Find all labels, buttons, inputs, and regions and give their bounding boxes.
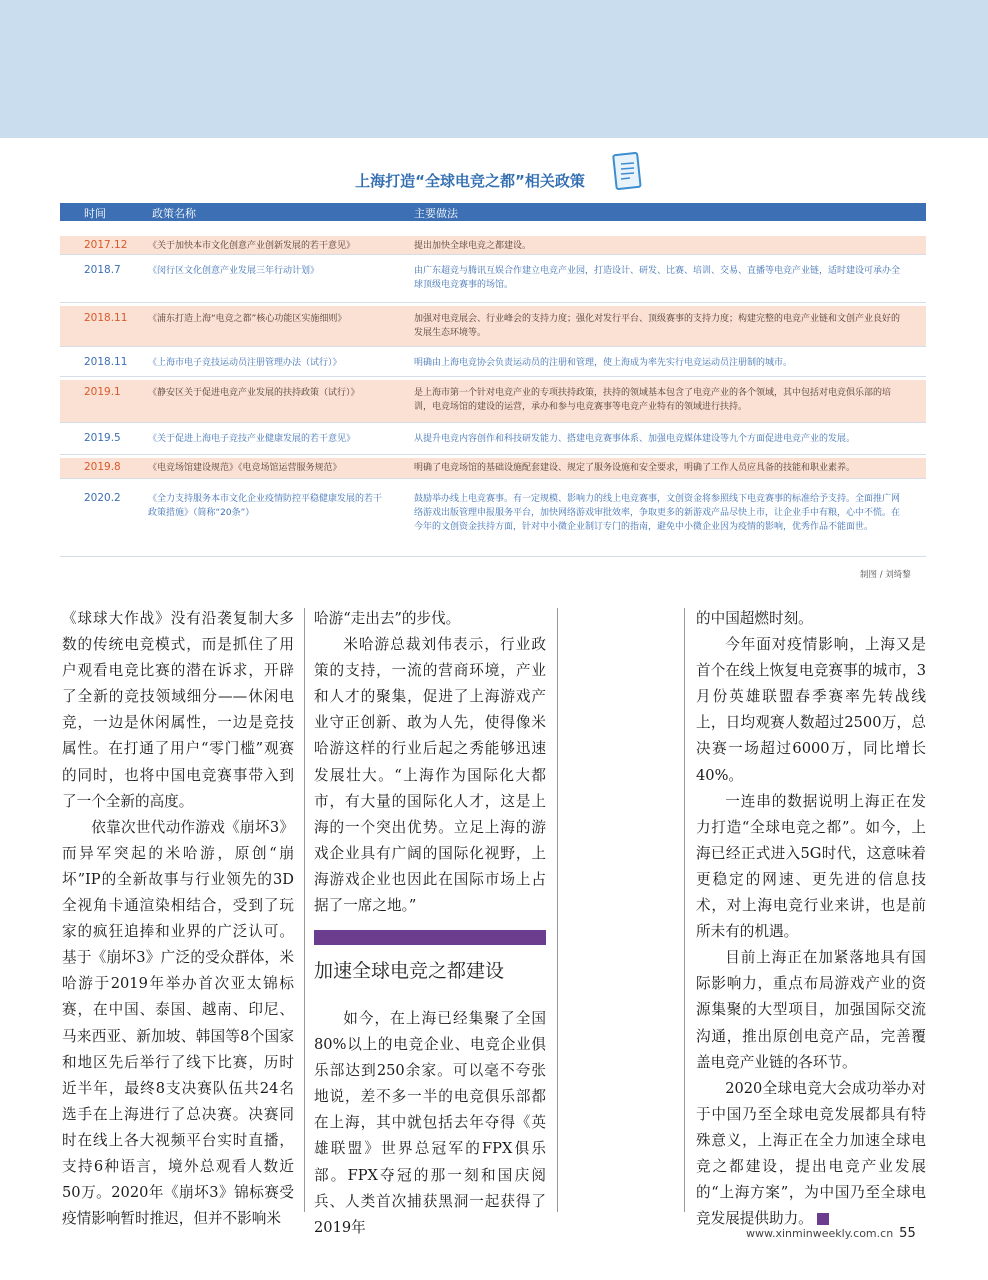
table-row — [60, 426, 926, 455]
table-row — [60, 380, 926, 423]
row-date: 2019.8 — [84, 461, 121, 473]
table-title: 上海打造“全球电竞之都”相关政策 — [355, 172, 585, 190]
column-divider — [557, 608, 558, 1212]
row-date: 2018.11 — [84, 356, 128, 368]
row-policy: 《浦东打造上海“电竞之都”核心功能区实施细则》 — [148, 314, 347, 324]
row-measures: 由广东超竞与腾讯互娱合作建立电竞产业园，打造设计、研发、比赛、培训、交易、直播等电竞产业链，适时建设可承办全球顶级电竞赛事的场馆。 — [414, 266, 901, 290]
row-date: 2018.7 — [84, 264, 121, 276]
column-divider — [304, 608, 305, 1212]
table-row — [60, 350, 926, 377]
row-measures: 鼓励举办线上电竞赛事。有一定规模、影响力的线上电竞赛事，文创资金将参照线下电竞赛事的标准给予支持。全面推广网络游戏出版管理申报服务平台，加快网络游戏审批效率，争取更多的新游戏产品尽快上市，让企业手中有粮，心中不慌。在今年的文创资金扶持方面，针对中小微企业制订专门的指南，避免中小微企业因为疫情的影响，优秀作品不能面世。 — [414, 494, 901, 532]
row-policy: 《电竞场馆建设规范》《电竞场馆运营服务规范》 — [148, 463, 342, 473]
row-measures: 是上海市第一个针对电竞产业的专项扶持政策，扶持的领域基本包含了电竞产业的各个领域，其中包括对电竞俱乐部的培训，电竞场馆的建设的运营，承办和参与电竞赛事等电竞产业特有的领域进行扶持。 — [414, 388, 892, 412]
row-date: 2020.2 — [84, 492, 121, 504]
paragraph: 哈游“走出去”的步伐。 — [314, 610, 461, 627]
row-measures: 提出加快全球电竞之都建设。 — [414, 241, 532, 251]
header-measures: 主要做法 — [414, 207, 458, 220]
table-row — [60, 258, 926, 303]
table-header — [60, 203, 926, 221]
row-policy: 《静安区关于促进电竞产业发展的扶持政策（试行）》 — [148, 388, 360, 398]
paragraph: 的中国超燃时刻。 — [696, 610, 813, 627]
row-measures: 从提升电竞内容创作和科技研发能力、搭建电竞赛事体系、加强电竞媒体建设等九个方面促进电竞产业的发展。 — [414, 434, 856, 444]
paragraph: 依靠次世代动作游戏《崩坏3》而异军突起的米哈游，原创“崩坏”IP的全新故事与行业领先的3D全视角卡通渲染相结合，受到了玩家的疯狂追捧和业界的广泛认可。基于《崩坏3》广泛的受众群体，米哈游于2019年举办首次亚太锦标赛，在中国、泰国、越南、印尼、马来西亚、新加坡、韩国等8个国家和地区先后举行了线下比赛，历时近半年，最终8支决赛队伍共24名选手在上海进行了总决赛。决赛同时在线上各大视频平台实时直播，支持6种语言，境外总观看人数近50万。2020年《崩坏3》锦标赛受疫情影响暂时推迟，但并不影响米 — [62, 818, 294, 1228]
row-date: 2019.1 — [84, 386, 121, 398]
article-column-3 — [696, 606, 926, 1232]
section-bar — [314, 930, 546, 945]
article-column-2 — [314, 606, 546, 919]
row-date: 2018.11 — [84, 312, 128, 324]
row-measures: 明确了电竞场馆的基础设施配套建设、规定了服务设施和安全要求，明确了工作人员应具备的技能和职业素养。 — [414, 463, 856, 473]
table-row — [60, 482, 926, 557]
article-column-1 — [62, 606, 294, 1232]
footer-url[interactable]: www.xinminweekly.com.cn — [746, 1227, 894, 1240]
row-policy: 《关于促进上海电子竞技产业健康发展的若干意见》 — [148, 434, 356, 444]
table-row — [60, 458, 926, 479]
row-date: 2017.12 — [84, 239, 128, 251]
row-policy: 《上海市电子竞技运动员注册管理办法（试行）》 — [148, 358, 342, 368]
row-policy: 《关于加快本市文化创意产业创新发展的若干意见》 — [148, 241, 356, 251]
column-divider — [684, 608, 685, 1212]
paragraph: 米哈游总裁刘伟表示，行业政策的支持，一流的营商环境，产业和人才的聚集，促进了上海游戏产业守正创新、敢为人先，使得像米哈游这样的行业后起之秀能够迅速发展壮大。“上海作为国际化大都市，有大量的国际化人才，这是上海的一个突出优势。立足上海的游戏企业具有广阔的国际化视野，上海游戏企业也因此在国际市场上占据了一席之地。” — [314, 636, 546, 915]
row-date: 2019.5 — [84, 432, 121, 444]
row-measures: 加强对电竞展会、行业峰会的支持力度；强化对发行平台、顶级赛事的支持力度；构建完整的电竞产业链和文创产业良好的发展生态环境等。 — [414, 314, 901, 338]
paragraph: 一连串的数据说明上海正在发力打造“全球电竞之都”。如今，上海已经正式进入5G时代，这意味着更稳定的网速、更先进的信息技术，对上海电竞行业来讲，也是前所未有的机遇。 — [696, 792, 926, 941]
table-row — [60, 306, 926, 347]
row-policy: 《全力支持服务本市文化企业疫情防控平稳健康发展的若干政策措施》（简称“20条”） — [148, 494, 383, 518]
row-policy: 《闵行区文化创意产业发展三年行动计划》 — [148, 266, 320, 276]
page-footer — [746, 1226, 916, 1241]
paragraph: 2020全球电竞大会成功举办对于中国乃至全球电竞发展都具有特殊意义，上海正在全力加速全球电竞之都建设，提出电竞产业发展的“上海方案”，为中国乃至全球电竞发展提供助力。 — [696, 1079, 926, 1228]
table-row — [60, 236, 926, 255]
row-measures: 明确由上海电竞协会负责运动员的注册和管理，使上海成为率先实行电竞运动员注册制的城市。 — [414, 358, 793, 368]
header-date: 时间 — [84, 207, 106, 220]
paragraph: 《球球大作战》没有沿袭复制大多数的传统电竞模式，而是抓住了用户观看电竞比赛的潜在诉求，开辟了全新的竞技领域细分——休闲电竞，一边是休闲属性，一边是竞技属性。在打通了用户“零门槛”观赛的同时，也将中国电竞赛事带入到了一个全新的高度。 — [62, 610, 294, 810]
article-column-2-continued — [314, 1006, 546, 1241]
page-number: 55 — [899, 1226, 916, 1241]
section-heading: 加速全球电竞之都建设 — [314, 960, 505, 982]
paragraph: 目前上海正在加紧落地具有国际影响力，重点布局游戏产业的资源集聚的大型项目，加强国际交流沟通，推出原创电竞产品，完善覆盖电竞产业链的各环节。 — [696, 949, 926, 1071]
paragraph: 如今，在上海已经集聚了全国80%以上的电竞企业、电竞企业俱乐部达到250余家。可以毫不夸张地说，差不多一半的电竞俱乐部都在上海，其中就包括去年夺得《英雄联盟》世界总冠军的FPX俱乐部。FPX夺冠的那一刻和国庆阅兵、人类首次捕获黑洞一起获得了2019年 — [314, 1010, 546, 1236]
header-policy: 政策名称 — [152, 207, 196, 220]
table-credit: 制图 / 刘绮黎 — [860, 570, 911, 580]
paragraph: 今年面对疫情影响，上海又是首个在线上恢复电竞赛事的城市，3月份英雄联盟春季赛率先转战线上，日均观赛人数超过2500万，总决赛一场超过6000万，同比增长40%。 — [696, 636, 926, 784]
document-icon — [612, 152, 642, 192]
end-mark: 民 — [817, 1213, 829, 1225]
header-banner — [0, 0, 988, 138]
